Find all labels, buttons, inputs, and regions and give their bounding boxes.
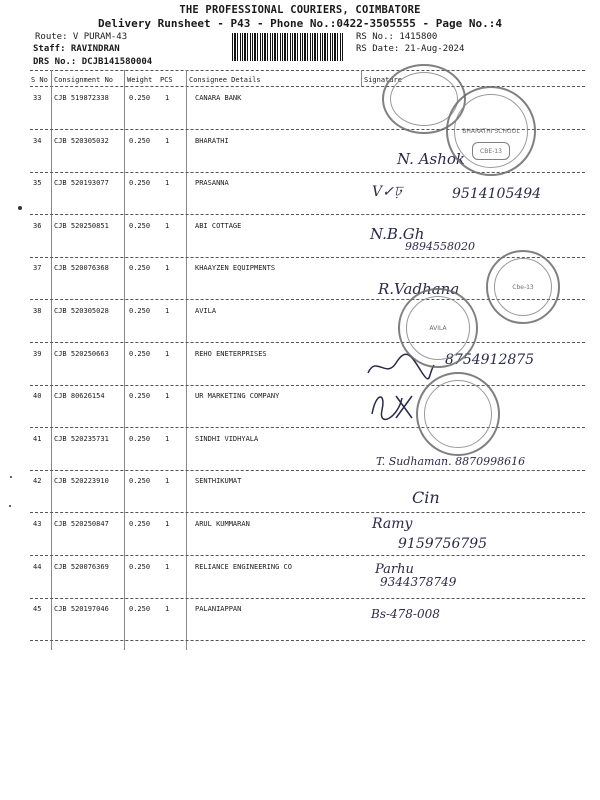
- row-consignee: CANARA BANK: [195, 94, 242, 102]
- signature-row43: Ramy: [372, 516, 413, 532]
- row-weight: 0.250: [129, 264, 151, 272]
- row-sno: 44: [33, 563, 42, 571]
- row-divider: [30, 385, 585, 386]
- drs-number: DRS No.: DCJB141580004: [33, 57, 153, 67]
- row-consignee: RELIANCE ENGINEERING CO: [195, 563, 292, 571]
- row-consignment-no: CJB 520250847: [54, 520, 109, 528]
- col-signature: Signature: [364, 76, 402, 84]
- col-consignment: Consignment No: [54, 76, 114, 84]
- row-sno: 33: [33, 94, 42, 102]
- row-consignment-no: CJB 520076368: [54, 264, 109, 272]
- row-pcs: 1: [165, 350, 170, 358]
- row-divider: [30, 427, 585, 428]
- staff-label: Staff: RAVINDRAN: [33, 44, 120, 54]
- row-pcs: 1: [165, 222, 170, 230]
- row-weight: 0.250: [129, 563, 151, 571]
- row-consignment-no: CJB 519872338: [54, 94, 109, 102]
- col-divider: [51, 70, 52, 650]
- stamp-avila: [398, 288, 478, 368]
- row-weight: 0.250: [129, 307, 151, 315]
- row-consignee: SENTHIKUMAT: [195, 477, 242, 485]
- row-weight: 0.250: [129, 179, 151, 187]
- col-consignee: Consignee Details: [189, 76, 261, 84]
- col-divider: [124, 70, 125, 650]
- row-consignee: ARUL KUMMARAN: [195, 520, 250, 528]
- row-weight: 0.250: [129, 392, 151, 400]
- row-pcs: 1: [165, 307, 170, 315]
- row-weight: 0.250: [129, 477, 151, 485]
- row-sno: 45: [33, 605, 42, 613]
- barcode-image: [232, 33, 344, 61]
- row-divider: [30, 214, 585, 215]
- phone-row35: 9514105494: [452, 186, 542, 202]
- row-pcs: 1: [165, 264, 170, 272]
- row-weight: 0.250: [129, 222, 151, 230]
- row-sno: 40: [33, 392, 42, 400]
- row-weight: 0.250: [129, 350, 151, 358]
- row-weight: 0.250: [129, 520, 151, 528]
- row-sno: 38: [33, 307, 42, 315]
- col-divider: [186, 70, 187, 650]
- row-consignment-no: CJB 520235731: [54, 435, 109, 443]
- runsheet-subtitle: Delivery Runsheet - P43 - Phone No.:0422-3505555 - Page No.:4: [98, 17, 502, 30]
- signature-row45: Bs-478-008: [371, 607, 440, 621]
- row-sno: 35: [33, 179, 42, 187]
- scribble-signature-row40: [368, 388, 418, 424]
- signature-row37: R.Vadhana: [378, 280, 460, 298]
- row-consignee: AVILA: [195, 307, 217, 315]
- stamp-text: Cbe-13: [512, 283, 534, 291]
- row-weight: 0.250: [129, 94, 151, 102]
- row-consignment-no: CJB 80626154: [54, 392, 105, 400]
- row-pcs: 1: [165, 392, 170, 400]
- stamp-text: CBE-13: [480, 147, 502, 155]
- row-weight: 0.250: [129, 137, 151, 145]
- row-pcs: 1: [165, 137, 170, 145]
- row-consignment-no: CJB 520250663: [54, 350, 109, 358]
- row-sno: 42: [33, 477, 42, 485]
- route-label: Route: V PURAM-43: [35, 32, 128, 42]
- rs-date: RS Date: 21-Aug-2024: [356, 44, 465, 54]
- stamp-cbe13: [472, 142, 510, 160]
- row-sno: 37: [33, 264, 42, 272]
- row-sno: 41: [33, 435, 42, 443]
- row-consignee: PRASANNA: [195, 179, 229, 187]
- signature-row36: N.B.Gh: [370, 225, 425, 243]
- row-consignee: REHO ENETERPRISES: [195, 350, 267, 358]
- table-top-rule: [30, 70, 585, 71]
- col-pcs: PCS: [160, 76, 173, 84]
- phone-row43: 9159756795: [398, 536, 488, 552]
- row-weight: 0.250: [129, 605, 151, 613]
- row-sno: 43: [33, 520, 42, 528]
- stamp-text: BHARATHI SCHOOL: [462, 127, 520, 135]
- stamp-ur-marketing: [416, 372, 500, 456]
- row-consignment-no: CJB 520193077: [54, 179, 109, 187]
- row-divider: [30, 512, 585, 513]
- row-consignment-no: CJB 520223910: [54, 477, 109, 485]
- row-consignee: KHAAYZEN EQUIPMENTS: [195, 264, 276, 272]
- row-divider: [30, 555, 585, 556]
- stamp-khaayzen: [486, 250, 560, 324]
- row-pcs: 1: [165, 605, 170, 613]
- row-sno: 36: [33, 222, 42, 230]
- signature-row44: Parhu: [375, 562, 414, 577]
- margin-mark: [18, 206, 22, 210]
- row-divider: [30, 640, 585, 641]
- row-consignee: ABI COTTAGE: [195, 222, 242, 230]
- row-divider: [30, 342, 585, 343]
- row-divider: [30, 470, 585, 471]
- col-weight: Weight: [127, 76, 153, 84]
- signature-row41: T. Sudhaman. 8870998616: [376, 455, 526, 468]
- row-sno: 39: [33, 350, 42, 358]
- row-pcs: 1: [165, 179, 170, 187]
- row-consignee: PALANIAPPAN: [195, 605, 242, 613]
- margin-mark: [9, 505, 11, 507]
- signature-row35: V✓ঢ়: [372, 184, 402, 200]
- row-sno: 34: [33, 137, 42, 145]
- row-divider: [30, 598, 585, 599]
- row-consignee: SINDHI VIDHYALA: [195, 435, 259, 443]
- row-pcs: 1: [165, 477, 170, 485]
- signature-row34: N. Ashok: [397, 150, 466, 168]
- row-consignee: BHARATHI: [195, 137, 229, 145]
- row-pcs: 1: [165, 520, 170, 528]
- row-weight: 0.250: [129, 435, 151, 443]
- row-pcs: 1: [165, 563, 170, 571]
- row-consignment-no: CJB 520250851: [54, 222, 109, 230]
- signature-row42: Cin: [412, 488, 440, 507]
- stamp-bharathi-school: [446, 86, 536, 176]
- phone-row44: 9344378749: [380, 575, 457, 589]
- col-sno: S No: [31, 76, 48, 84]
- phone-row39: 8754912875: [445, 352, 535, 368]
- phone-row36: 9894558020: [405, 240, 475, 253]
- stamp-text: AVILA: [429, 324, 447, 332]
- company-title: THE PROFESSIONAL COURIERS, COIMBATORE: [179, 4, 421, 16]
- row-consignee: UR MARKETING COMPANY: [195, 392, 280, 400]
- row-consignment-no: CJB 520305032: [54, 137, 109, 145]
- row-pcs: 1: [165, 435, 170, 443]
- row-consignment-no: CJB 520305028: [54, 307, 109, 315]
- col-divider: [361, 70, 362, 86]
- row-pcs: 1: [165, 94, 170, 102]
- rs-number: RS No.: 1415800: [356, 32, 438, 42]
- row-consignment-no: CJB 520076369: [54, 563, 109, 571]
- margin-mark: [10, 476, 12, 478]
- row-consignment-no: CJB 520197046: [54, 605, 109, 613]
